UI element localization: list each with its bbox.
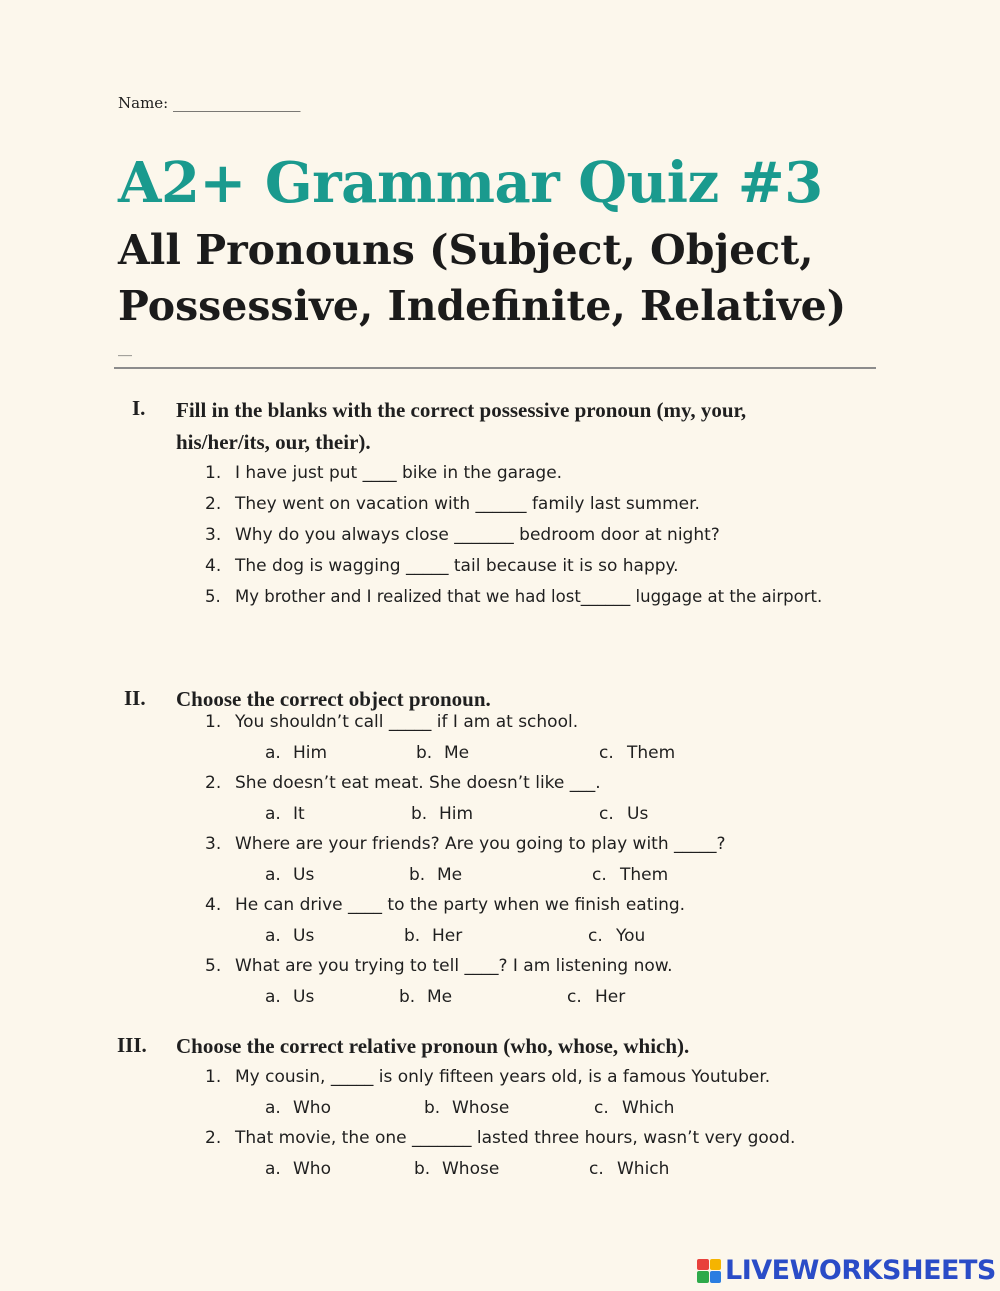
quiz-title: A2+ Grammar Quiz #3 <box>118 150 823 216</box>
item-number: 5. <box>205 956 222 976</box>
option-text: Her <box>595 987 626 1007</box>
option-letter: c. <box>589 1159 604 1179</box>
section-1-title: Fill in the blanks with the correct possessive pronoun (my, your, his/her/its, our, their). <box>176 398 747 454</box>
option-c[interactable] <box>599 743 675 763</box>
option-letter: a. <box>265 1098 281 1118</box>
option-text: Us <box>293 865 315 885</box>
option-b[interactable] <box>399 987 452 1007</box>
option-letter: b. <box>404 926 421 946</box>
item-text: I have just put ____ bike in the garage. <box>235 463 563 483</box>
option-b[interactable] <box>409 865 462 885</box>
list-item <box>205 1067 905 1087</box>
option-b[interactable] <box>404 926 462 946</box>
option-text: It <box>293 804 305 824</box>
item-number: 2. <box>205 494 222 514</box>
item-text: My brother and I realized that we had lost______ luggage at the airport. <box>235 587 823 606</box>
option-text: You <box>616 926 646 946</box>
option-text: Whose <box>452 1098 510 1118</box>
option-letter: c. <box>567 987 582 1007</box>
item-number: 1. <box>205 1067 222 1087</box>
liveworksheets-logo[interactable] <box>697 1255 996 1286</box>
item-text: Why do you always close _______ bedroom door at night? <box>235 525 720 545</box>
option-b[interactable] <box>416 743 469 763</box>
section-1-number: I. <box>132 396 146 420</box>
item-number: 1. <box>205 463 222 483</box>
option-c[interactable] <box>599 804 648 824</box>
item-text: Where are your friends? Are you going to play with _____? <box>235 834 726 854</box>
item-text: My cousin, _____ is only fifteen years old, is a famous Youtuber. <box>235 1067 771 1087</box>
item-number: 3. <box>205 525 222 545</box>
option-letter: c. <box>594 1098 609 1118</box>
option-text: Which <box>622 1098 675 1118</box>
item-text: That movie, the one _______ lasted three hours, wasn’t very good. <box>235 1128 796 1148</box>
list-item <box>205 463 905 483</box>
list-item <box>205 834 905 854</box>
list-item <box>205 556 905 576</box>
item-text: What are you trying to tell ____? I am listening now. <box>235 956 673 976</box>
item-number: 5. <box>205 587 221 606</box>
option-text: Them <box>627 743 676 763</box>
item-text: They went on vacation with ______ family last summer. <box>235 494 700 514</box>
item-text: The dog is wagging _____ tail because it is so happy. <box>235 556 679 576</box>
option-letter: b. <box>416 743 433 763</box>
option-b[interactable] <box>424 1098 509 1118</box>
option-letter: a. <box>265 804 281 824</box>
option-letter: b. <box>424 1098 441 1118</box>
list-item <box>205 587 905 606</box>
option-c[interactable] <box>567 987 625 1007</box>
option-text: Me <box>437 865 463 885</box>
item-number: 4. <box>205 556 222 576</box>
option-c[interactable] <box>594 1098 674 1118</box>
option-text: Him <box>439 804 474 824</box>
list-item <box>205 895 905 915</box>
item-text: He can drive ____ to the party when we finish eating. <box>235 895 686 915</box>
item-number: 4. <box>205 895 222 915</box>
option-text: Us <box>293 987 315 1007</box>
option-a[interactable] <box>265 804 305 824</box>
logo-text: LIVEWORKSHEETS <box>725 1255 996 1286</box>
item-number: 1. <box>205 712 222 732</box>
option-text: Us <box>293 926 315 946</box>
option-letter: b. <box>414 1159 431 1179</box>
option-b[interactable] <box>414 1159 499 1179</box>
option-a[interactable] <box>265 1098 331 1118</box>
option-c[interactable] <box>592 865 668 885</box>
option-text: Me <box>444 743 470 763</box>
option-letter: c. <box>588 926 603 946</box>
option-text: Her <box>432 926 463 946</box>
section-3-title: Choose the correct relative pronoun (who, whose, which). <box>176 1034 690 1058</box>
option-letter: c. <box>599 743 614 763</box>
item-text: She doesn’t eat meat. She doesn’t like ___. <box>235 773 601 793</box>
option-a[interactable] <box>265 926 314 946</box>
quiz-subtitle: All Pronouns (Subject, Object, Possessive, Indefinite, Relative) <box>118 226 847 330</box>
list-item <box>205 773 905 793</box>
option-letter: c. <box>599 804 614 824</box>
section-2-title: Choose the correct object pronoun. <box>176 687 491 711</box>
option-a[interactable] <box>265 743 327 763</box>
section-3-number: III. <box>117 1033 147 1057</box>
option-letter: c. <box>592 865 607 885</box>
divider <box>114 367 876 369</box>
item-text: You shouldn’t call _____ if I am at school. <box>235 712 579 732</box>
option-letter: b. <box>399 987 416 1007</box>
option-c[interactable] <box>588 926 645 946</box>
item-number: 3. <box>205 834 222 854</box>
option-text: Us <box>627 804 649 824</box>
list-item <box>205 525 905 545</box>
liveworksheets-logo-icon <box>697 1259 721 1283</box>
option-letter: a. <box>265 743 281 763</box>
option-text: Whose <box>442 1159 500 1179</box>
option-letter: a. <box>265 865 281 885</box>
section-2-number: II. <box>124 686 146 710</box>
subtitle-dash: __ <box>118 341 132 357</box>
option-text: Me <box>427 987 453 1007</box>
option-text: Which <box>617 1159 670 1179</box>
option-letter: b. <box>409 865 426 885</box>
option-text: Him <box>293 743 328 763</box>
list-item <box>205 712 905 732</box>
list-item <box>205 1128 905 1148</box>
option-text: Who <box>293 1098 331 1118</box>
list-item <box>205 494 905 514</box>
option-text: Who <box>293 1159 331 1179</box>
option-letter: a. <box>265 1159 281 1179</box>
option-a[interactable] <box>265 1159 331 1179</box>
option-a[interactable] <box>265 865 314 885</box>
name-field: Name: _________________ <box>118 94 301 112</box>
option-text: Them <box>620 865 669 885</box>
option-letter: a. <box>265 926 281 946</box>
item-number: 2. <box>205 1128 222 1148</box>
option-c[interactable] <box>589 1159 669 1179</box>
option-letter: b. <box>411 804 428 824</box>
option-a[interactable] <box>265 987 314 1007</box>
option-letter: a. <box>265 987 281 1007</box>
item-number: 2. <box>205 773 222 793</box>
option-b[interactable] <box>411 804 473 824</box>
list-item <box>205 956 905 976</box>
